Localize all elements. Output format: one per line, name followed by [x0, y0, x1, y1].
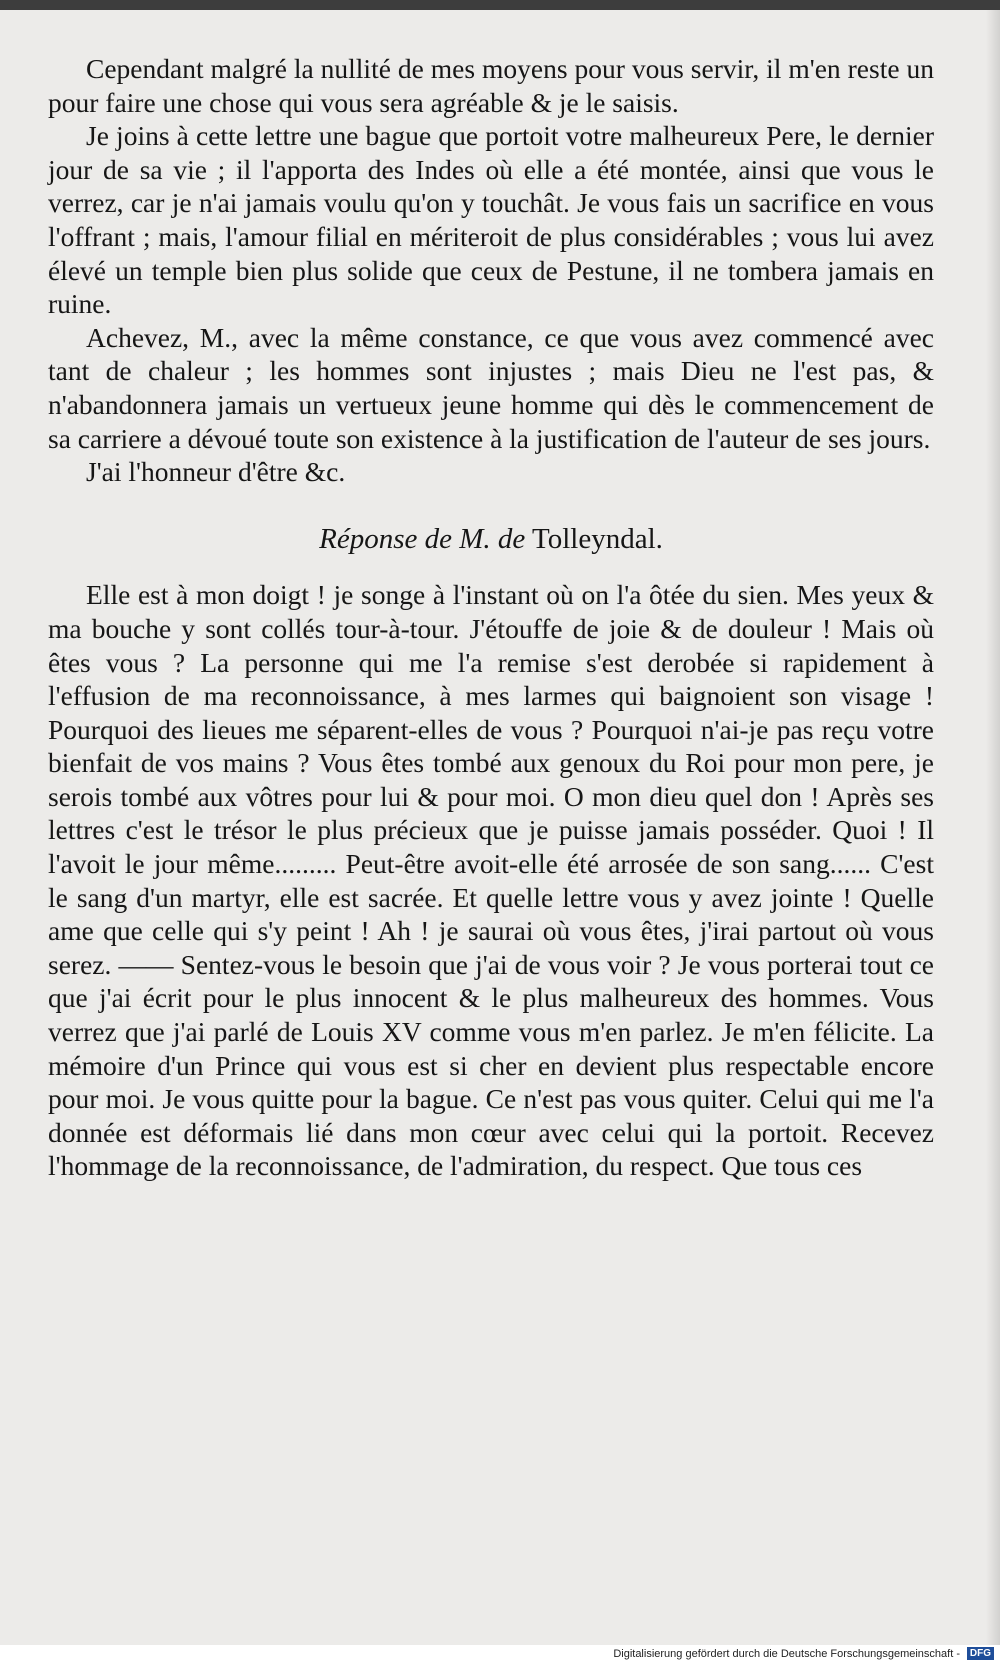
- heading-name: Tolleyndal.: [532, 522, 663, 555]
- paragraph-achevez: Achevez, M., avec la même constance, ce que vous avez commencé avec tant de chaleur ; les hommes sont injustes ; mais Dieu ne l'est pas, & n'abandonnera jamais un vertueux jeune homme qui dès le commencement de sa carriere a dévoué toute son existence à la justification de l'auteur de ses jours.: [48, 321, 934, 454]
- footer-bar: [0, 1645, 1000, 1663]
- paragraph-closing: J'ai l'honneur d'être &c.: [86, 456, 346, 488]
- digitization-credit: Digitalisierung gefördert durch die Deutsche Forschungsgemeinschaft -: [613, 1648, 960, 1660]
- page-edge-shadow: [986, 10, 1000, 1645]
- paragraph-bague: Je joins à cette lettre une bague que portoit votre malheureux Pere, le dernier jour de sa vie ; il l'apporta des Indes où elle a été montée, ainsi que vous le verrez, car je n'ai jamais voulu qu'on y touchât. Je vous fais un sacrifice en vous l'offrant ; mais, l'amour filial en mériteroit de plus considérables ; vous lui avez élevé un temple bien plus solide que ceux de Pestune, il ne tombera jamais en ruine.: [48, 120, 934, 320]
- page-text: [48, 52, 934, 1183]
- paragraph-nullite: Cependant malgré la nullité de mes moyens pour vous servir, il m'en reste un pour faire une chose qui vous sera agréable & je le saisis.: [48, 53, 934, 118]
- section-heading: [48, 523, 934, 557]
- heading-italic: Réponse de M. de: [319, 522, 526, 555]
- paragraph-reponse: Elle est à mon doigt ! je songe à l'instant où on l'a ôtée du sien. Mes yeux & ma bouche y sont collés tour-à-tour. J'étouffe de joie & de douleur ! Mais où êtes vous ? La personne qui me l'a remise s'est derobée si rapidement à l'effusion de ma reconnoissance, à mes larmes qui baignoient son visage ! Pourquoi des lieues me séparent-elles de vous ? Pourquoi n'ai-je pas reçu votre bienfait de vos mains ? Vous êtes tombé aux genoux du Roi pour mon pere, je serois tombé aux vôtres pour lui & pour moi. O mon dieu quel don ! Après ses lettres c'est le trésor le plus précieux que je puisse jamais posséder. Quoi ! Il l'avoit le jour même......... Peut-être avoit-elle été arrosée de son sang...... C'est le sang d'un martyr, elle est sacrée. Et quelle lettre vous y avez jointe ! Quelle ame que celle qui s'y peint ! Ah ! je saurai où vous êtes, j'irai partout où vous serez. —— Sentez-vous le besoin que j'ai de vous voir ? Je vous porterai tout ce que j'ai écrit pour le plus innocent & le plus malheureux des hommes. Vous verrez que j'ai parlé de Louis XV comme vous m'en parlez. Je m'en félicite. La mémoire d'un Prince qui vous est si cher en devient plus respectable encore pour moi. Je vous quitte pour la bague. Ce n'est pas vous quiter. Celui qui me l'a donnée est déformais lié dans mon cœur avec celui qui la portoit. Recevez l'hommage de la reconnoissance, de l'admiration, du respect. Que tous ces: [48, 579, 934, 1182]
- dfg-logo: DFG: [967, 1647, 994, 1660]
